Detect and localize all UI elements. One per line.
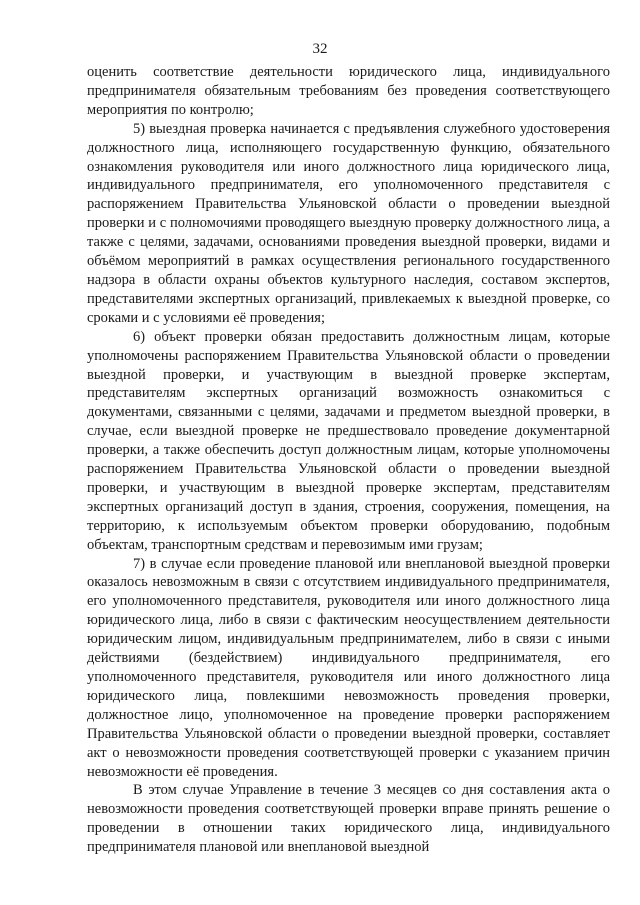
paragraph-item-7: 7) в случае если проведение плановой или внеплановой выездной проверки оказалось невозможным в связи с отсутствием индивидуального предпринимателя, его уполномоченного представителя, руководителя или иного должностного лица юридического лица, либо в связи с фактическим неосуществлением деятельности юридическим лицом, индивидуальным предпринимателем, либо в связи с иными действиями (бездействием) индивидуального предпринимателя, его уполномоченного представителя, руководителя или иного должностного лица юридического лица, повлекшими невозможность проведения проверки, должностное лицо, уполномоченное на проведение проверки распоряжением Правительства Ульяновской области о проведении выездной проверки, составляет акт о невозможности проведения соответствующей проверки с указанием причин невозможности её проведения. [87,555,610,780]
paragraph-continuation: оценить соответствие деятельности юридического лица, индивидуального предпринимателя обязательным требованиям без проведения соответствующего мероприятия по контролю; [87,64,610,118]
paragraph-item-6: 6) объект проверки обязан предоставить должностным лицам, которые уполномочены распоряжением Правительства Ульяновской области о проведении выездной проверки, и участвующим в выездной проверке экспертам, представителям экспертных организаций возможность ознакомиться с документами, связанными с целями, задачами и предметом выездной проверки, в случае, если выездной проверке не предшествовало проведение документарной проверки, а также обеспечить доступ должностным лицам, которые уполномочены распоряжением Правительства Ульяновской области о проведении выездной проверки, и участвующим в выездной проверке экспертам, представителям экспертных организаций доступ в здания, строения, сооружения, помещения, на территорию, к используемым объектом проверки оборудованию, подобным объектам, транспортным средствам и перевозимым ими грузам; [87,328,610,553]
document-body [87,63,610,857]
paragraph-item-5: 5) выездная проверка начинается с предъявления служебного удостоверения должностного лица, исполняющего государственную функцию, обязательного ознакомления руководителя или иного должностного лица юридического лица, индивидуального предпринимателя, его уполномоченного представителя с распоряжением Правительства Ульяновской области о проведении выездной проверки и с полномочиями проводящего выездную проверку должностного лица, а также с целями, задачами, основаниями проведения выездной проверки, видами и объёмом мероприятий в рамках осуществления регионального государственного надзора в области охраны объектов культурного наследия, составом экспертов, представителями экспертных организаций, привлекаемых к выездной проверке, со сроками и с условиями её проведения; [87,120,610,326]
page-number: 32 [312,41,328,57]
paragraph-management-decision: В этом случае Управление в течение 3 месяцев со дня составления акта о невозможности проведения соответствующей проверки вправе принять решение о проведении в отношении таких юридического лица, индивидуального предпринимателя плановой или внеплановой выездной [87,782,610,856]
